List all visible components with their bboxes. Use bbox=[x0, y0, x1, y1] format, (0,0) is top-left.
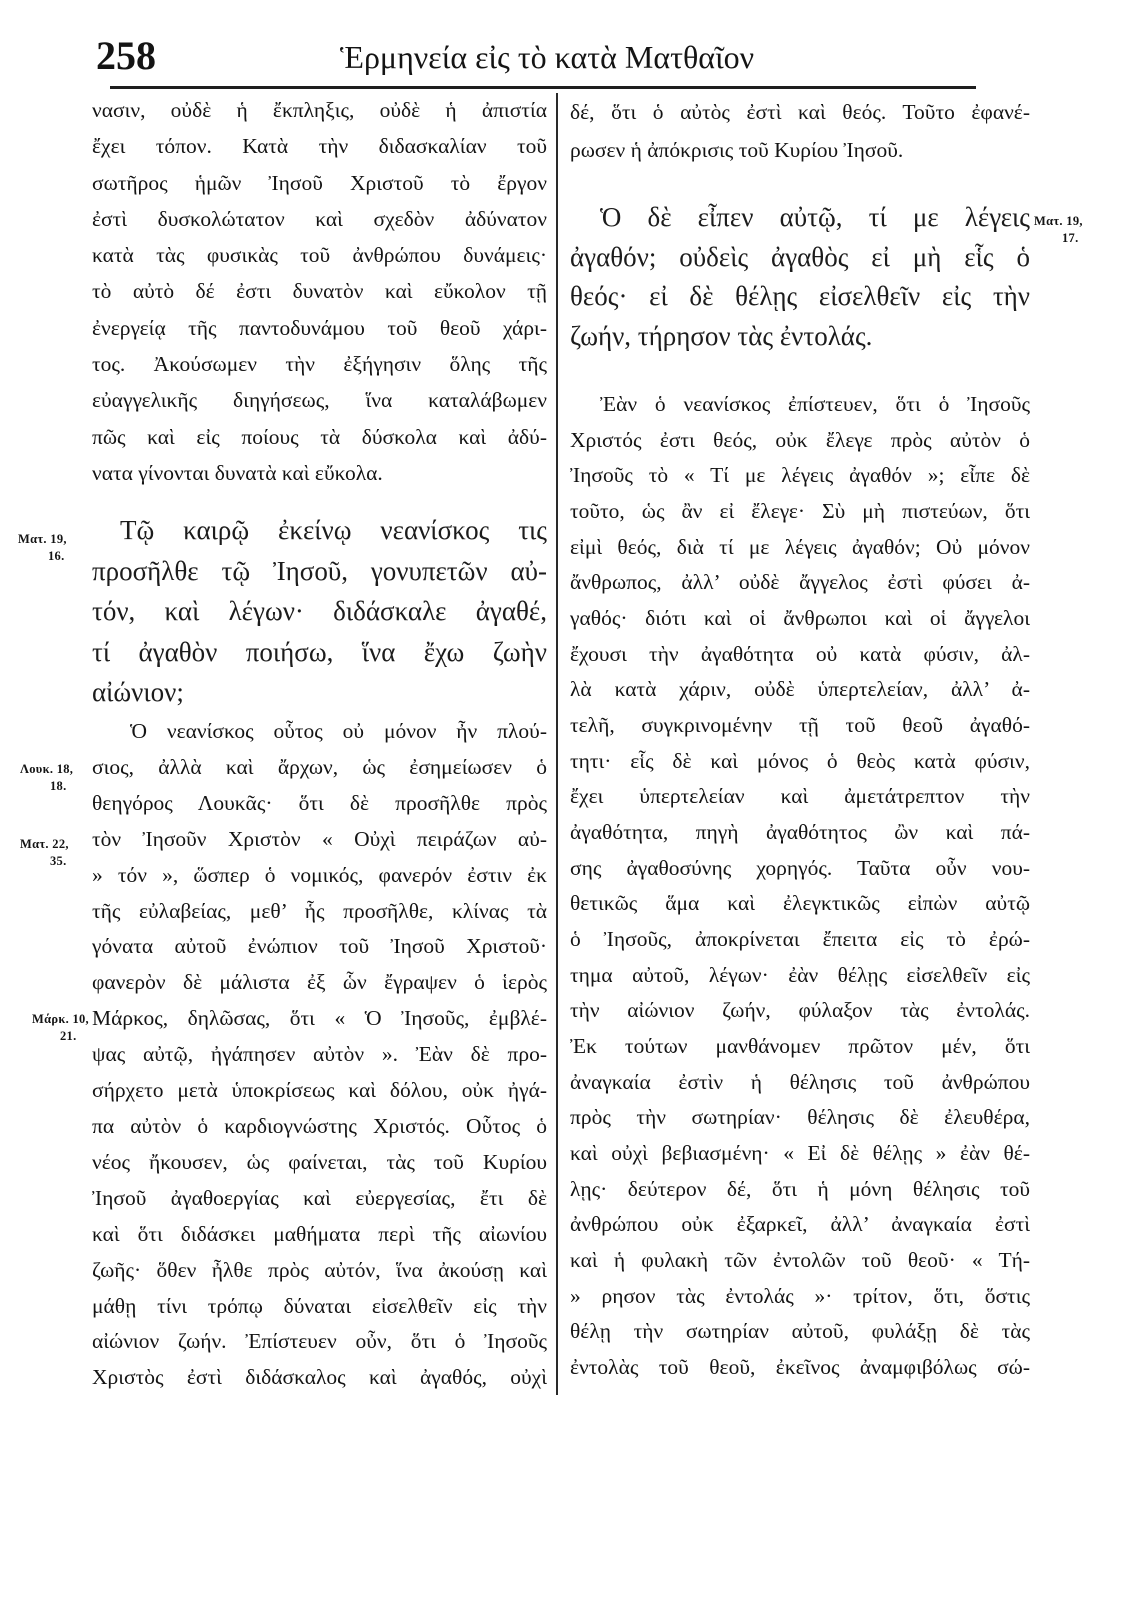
text-line: τημα αὐτοῦ, λέγων· ἐὰν θέλῃς εἰσελθεῖν εἰς bbox=[570, 962, 1030, 987]
text-line: ἀγαθότητα, πηγὴ ἀγαθότητος ὢν καὶ πά- bbox=[570, 820, 1030, 845]
text-line: τὸν Ἰησοῦν Χριστὸν « Οὐχὶ πειράζων αὐ- bbox=[92, 826, 547, 851]
text-line: τὸ αὐτὸ δέ ἐστι δυνατὸν καὶ εὔκολον τῇ bbox=[92, 279, 547, 304]
text-line: θέλῃ τὴν σωτηρίαν αὐτοῦ, φυλάξῃ δὲ τὰς bbox=[570, 1319, 1030, 1344]
text-line: πρὸς τὴν σωτηρίαν· θέλησις δὲ ἐλευθέρα, bbox=[570, 1105, 1030, 1130]
text-line: σωτῆρος ἡμῶν Ἰησοῦ Χριστοῦ τὸ ἔργον bbox=[92, 170, 547, 195]
text-line: ζωῆς· ὅθεν ἦλθε πρὸς αὐτόν, ἵνα ἀκούσῃ καὶ bbox=[92, 1257, 547, 1282]
text-line: τητι· εἷς δὲ καὶ μόνος ὁ θεὸς κατὰ φύσιν, bbox=[570, 748, 1030, 773]
margin-reference bbox=[32, 1011, 89, 1045]
verse-line: ζωήν, τήρησον τὰς ἐντολάς. bbox=[570, 320, 873, 351]
text-line: ἄνθρωπος, ἀλλ’ οὐδὲ ἄγγελος ἐστὶ φύσει ἀ- bbox=[570, 570, 1030, 595]
text-line: κατὰ τὰς φυσικὰς τοῦ ἀνθρώπου δυνάμεις· bbox=[92, 243, 547, 268]
margin-reference-verse: 16. bbox=[48, 549, 65, 563]
text-line: τοῦτο, ὡς ἂν εἰ ἔλεγε· Σὺ μὴ πιστεύων, ὅτι bbox=[570, 499, 1030, 524]
text-line: ἐντολὰς τοῦ θεοῦ, ἐκεῖνος ἀναμφιβόλως σώ- bbox=[570, 1355, 1030, 1380]
text-line: ὁ Ἰησοῦς, ἀποκρίνεται ἔπειτα εἰς τὸ ἐρώ- bbox=[570, 927, 1030, 952]
text-line: ψας αὐτῷ, ἠγάπησεν αὐτὸν ». Ἐὰν δὲ προ- bbox=[92, 1042, 547, 1067]
text-line: νατα γίνονται δυνατὰ καὶ εὔκολα. bbox=[92, 460, 383, 485]
margin-reference-book: Ματ. 19, bbox=[1034, 214, 1083, 228]
margin-reference-verse: 17. bbox=[1062, 231, 1079, 245]
text-line: ἐστὶ δυσκολώτατον καὶ σχεδὸν ἀδύνατον bbox=[92, 206, 547, 231]
text-line: νέος ἤκουσεν, ὡς φαίνεται, τὰς τοῦ Κυρίου bbox=[92, 1149, 547, 1174]
margin-reference-book: Ματ. 22, bbox=[20, 837, 69, 851]
column-divider bbox=[556, 93, 558, 1395]
verse-line: Τῷ καιρῷ ἐκείνῳ νεανίσκος τις bbox=[120, 515, 547, 545]
text-line: φανερὸν δὲ μάλιστα ἐξ ὧν ἔγραψεν ὁ ἱερὸς bbox=[92, 970, 547, 995]
margin-reference-verse: 21. bbox=[60, 1029, 77, 1043]
text-line: Ἐκ τούτων μανθάνομεν πρῶτον μέν, ὅτι bbox=[570, 1034, 1030, 1059]
verse-line: Ὁ δὲ εἶπεν αὐτῷ, τί με λέγεις bbox=[600, 202, 1030, 232]
text-line: καὶ ὅτι διδάσκει μαθήματα περὶ τῆς αἰωνίου bbox=[92, 1221, 547, 1246]
text-line: ἔχει ὑπερτελείαν καὶ ἀμετάτρεπτον τὴν bbox=[570, 784, 1030, 809]
text-line: ἔχει τόπον. Κατὰ τὴν διδασκαλίαν τοῦ bbox=[92, 134, 547, 159]
right-commentary-paragraph bbox=[570, 387, 1030, 1386]
text-line: ἀναγκαία ἐστὶν ἡ θέλησις τοῦ ἀνθρώπου bbox=[570, 1069, 1030, 1094]
left-scripture-verse bbox=[92, 510, 547, 713]
text-line: λὰ κατὰ χάριν, οὐδὲ ὑπερτελείαν, ἀλλ’ ἀ- bbox=[570, 677, 1030, 702]
text-line: ἐνεργείᾳ τῆς παντοδυνάμου τοῦ θεοῦ χάρι- bbox=[92, 315, 547, 340]
text-line: ρωσεν ἡ ἀπόκρισις τοῦ Κυρίου Ἰησοῦ. bbox=[570, 138, 904, 162]
text-line: » ρησον τὰς ἐντολάς »· τρίτον, ὅτι, ὅστις bbox=[570, 1283, 1030, 1308]
text-line: Ἰησοῦ ἀγαθοεργίας καὶ εὐεργεσίας, ἔτι δὲ bbox=[92, 1185, 547, 1210]
text-line: σήρχετο μετὰ ὑποκρίσεως καὶ δόλου, οὐκ ἠγά- bbox=[92, 1078, 547, 1103]
text-line: εὐαγγελικῆς διηγήσεως, ἵνα καταλάβωμεν bbox=[92, 388, 547, 413]
text-line: τος. Ἀκούσωμεν τὴν ἐξήγησιν ὅλης τῆς bbox=[92, 352, 547, 377]
margin-reference-book: Λουκ. 18, bbox=[20, 762, 74, 776]
verse-line: τόν, καὶ λέγων· διδάσκαλε ἀγαθέ, bbox=[92, 596, 547, 626]
text-line: Ἐὰν ὁ νεανίσκος ἐπίστευεν, ὅτι ὁ Ἰησοῦς bbox=[600, 392, 1030, 416]
text-line: Ἰησοῦς τὸ « Τί με λέγεις ἀγαθόν »; εἶπε δὲ bbox=[570, 463, 1030, 488]
verse-line: αἰώνιον; bbox=[92, 677, 184, 707]
text-line: εἰμὶ θεός, διὰ τί με λέγεις ἀγαθόν; Οὐ μόνον bbox=[570, 534, 1030, 559]
text-line: λῃς· δεύτερον δέ, ὅτι ἡ μόνη θέλησις τοῦ bbox=[570, 1176, 1030, 1201]
text-line: τὴν αἰώνιον ζωήν, φύλαξον τὰς ἐντολάς. bbox=[570, 998, 1030, 1023]
text-line: Μάρκος, δηλῶσας, ὅτι « Ὁ Ἰησοῦς, ἐμβλέ- bbox=[92, 1006, 547, 1031]
text-line: πῶς καὶ εἰς ποίους τὰ δύσκολα καὶ ἀδύ- bbox=[92, 424, 547, 449]
margin-reference-verse: 18. bbox=[50, 779, 67, 793]
text-line: μάθῃ τίνι τρόπῳ δύναται εἰσελθεῖν εἰς τὴν bbox=[92, 1293, 547, 1318]
text-line: αἰώνιον ζωήν. Ἐπίστευεν οὖν, ὅτι ὁ Ἰησοῦς bbox=[92, 1329, 547, 1354]
text-line: θεηγόρος Λουκᾶς· ὅτι δὲ προσῆλθε πρὸς bbox=[92, 790, 547, 815]
margin-reference-book: Μάρκ. 10, bbox=[32, 1012, 89, 1026]
left-commentary-paragraph bbox=[92, 714, 547, 1396]
running-title: Ἑρμηνεία εἰς τὸ κατὰ Ματθαῖον bbox=[340, 39, 755, 75]
text-line: καὶ οὐχὶ βεβιασμένη· « Εἰ δὲ θέλῃς » ἐὰν θέ- bbox=[570, 1141, 1030, 1166]
text-line: καὶ ἡ φυλακὴ τῶν ἐντολῶν τοῦ θεοῦ· « Τή- bbox=[570, 1248, 1030, 1273]
text-line: πα αὐτὸν ὁ καρδιογνώστης Χριστός. Οὗτος ὁ bbox=[92, 1113, 547, 1138]
verse-line: θεός· εἰ δὲ θέλῃς εἰσελθεῖν εἰς τὴν bbox=[570, 281, 1030, 311]
text-line: τῆς εὐλαβείας, μεθ’ ἧς προσῆλθε, κλίνας τὰ bbox=[92, 898, 547, 923]
verse-line: τί ἀγαθὸν ποιήσω, ἵνα ἔχω ζωὴν bbox=[92, 636, 547, 667]
text-line: θετικῶς ἅμα καὶ ἐλεγκτικῶς εἰπὼν αὐτῷ bbox=[570, 891, 1030, 916]
text-line: ἀνθρώπου οὐκ ἐξαρκεῖ, ἀλλ’ ἀναγκαία ἐστὶ bbox=[570, 1212, 1030, 1237]
text-line: » τόν », ὥσπερ ὁ νομικός, φανερόν ἐστιν ἐκ bbox=[92, 862, 547, 887]
margin-reference bbox=[1034, 213, 1083, 247]
text-line: νασιν, οὐδὲ ἡ ἔκπληξις, οὐδὲ ἡ ἀπιστία bbox=[92, 98, 547, 122]
text-line: Χριστός ἐστι θεός, οὐκ ἔλεγε πρὸς αὐτὸν ὁ bbox=[570, 427, 1030, 452]
verse-line: προσῆλθε τῷ Ἰησοῦ, γονυπετῶν αὐ- bbox=[92, 555, 547, 586]
right-intro-paragraph bbox=[570, 93, 1030, 169]
right-scripture-verse bbox=[570, 198, 1030, 356]
margin-reference bbox=[18, 531, 67, 565]
text-line: γαθός· διότι καὶ οἱ ἄνθρωποι καὶ οἱ ἄγγελοι bbox=[570, 606, 1030, 631]
text-line: Ὁ νεανίσκος οὗτος οὐ μόνον ἦν πλού- bbox=[130, 719, 547, 743]
text-line: τελῆ, συγκρινομένην τῇ τοῦ θεοῦ ἀγαθό- bbox=[570, 713, 1030, 738]
margin-reference bbox=[20, 836, 69, 870]
text-line: σιος, ἀλλὰ καὶ ἄρχων, ὡς ἐσημείωσεν ὁ bbox=[92, 754, 547, 779]
margin-reference bbox=[20, 761, 73, 795]
text-line: δέ, ὅτι ὁ αὐτὸς ἐστὶ καὶ θεός. Τοῦτο ἐφανέ- bbox=[570, 100, 1030, 124]
left-intro-paragraph bbox=[92, 92, 547, 491]
verse-line: ἀγαθόν; οὐδεὶς ἀγαθὸς εἰ μὴ εἷς ὁ bbox=[570, 241, 1030, 272]
text-line: Χριστὸς ἐστὶ διδάσκαλος καὶ ἀγαθός, οὐχὶ bbox=[92, 1365, 547, 1390]
margin-reference-verse: 35. bbox=[50, 854, 67, 868]
page-number: 258 bbox=[96, 33, 156, 78]
text-line: ἔχουσι τὴν ἀγαθότητα οὐ κατὰ φύσιν, ἀλ- bbox=[570, 641, 1030, 666]
text-line: γόνατα αὐτοῦ ἐνώπιον τοῦ Ἰησοῦ Χριστοῦ· bbox=[92, 934, 547, 959]
text-line: σης ἀγαθοσύνης χορηγός. Ταῦτα οὖν νου- bbox=[570, 855, 1030, 880]
header-rule bbox=[110, 86, 976, 89]
margin-reference-book: Ματ. 19, bbox=[18, 532, 67, 546]
